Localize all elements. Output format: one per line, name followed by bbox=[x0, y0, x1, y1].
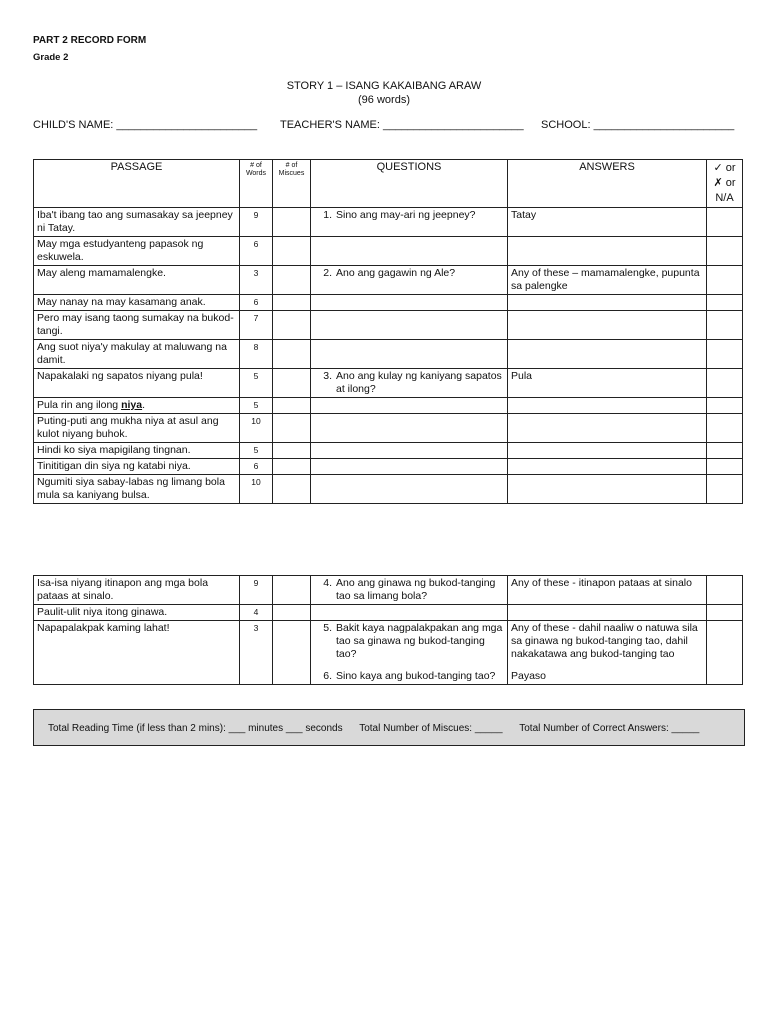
passage-cell: Isa-isa niyang itinapon ang mga bola pataas at sinalo. bbox=[34, 576, 240, 605]
question-number: 4. bbox=[323, 577, 332, 589]
answer-cell: Pula bbox=[508, 369, 707, 398]
question-cell bbox=[311, 311, 508, 340]
table-row bbox=[34, 266, 743, 295]
check-cell bbox=[707, 295, 743, 311]
answer-cell bbox=[508, 443, 707, 459]
passage-cell bbox=[34, 443, 240, 459]
story-word-count: (96 words) bbox=[358, 94, 410, 106]
answer-cell bbox=[508, 475, 707, 504]
question-number: 6. bbox=[323, 670, 332, 682]
question-cell bbox=[311, 398, 508, 414]
passage-text: Pula rin ang ilong bbox=[37, 399, 122, 411]
question-cell bbox=[311, 475, 508, 504]
check-cell bbox=[707, 576, 743, 605]
passage-header: PASSAGE bbox=[34, 160, 240, 208]
passage-emphasis: niya bbox=[121, 399, 143, 411]
miscues-cell bbox=[273, 237, 311, 266]
words-cell: 6 bbox=[240, 237, 273, 266]
answers-header: ANSWERS bbox=[508, 160, 707, 208]
passage-cell bbox=[34, 414, 240, 443]
question-text: Ano ang kulay ng kaniyang sapatos at ilong? bbox=[336, 370, 502, 395]
check-cell bbox=[707, 237, 743, 266]
check-cell bbox=[707, 459, 743, 475]
check-cell bbox=[707, 311, 743, 340]
question-cell bbox=[311, 459, 508, 475]
passage-text: Napakalaki ng sapatos niyang pula! bbox=[37, 370, 203, 382]
answer-cell bbox=[508, 414, 707, 443]
question-text: Bakit kaya nagpalakpakan ang mga tao sa ginawa ng bukod-tanging tao? bbox=[336, 622, 503, 660]
passage-text: Puting-puti ang mukha niya at asul ang kulot niyang buhok. bbox=[37, 415, 219, 440]
question-text: Ano ang ginawa ng bukod-tanging tao sa limang bola? bbox=[336, 577, 496, 602]
answer-text: Payaso bbox=[511, 670, 547, 682]
words-cell: 5 bbox=[240, 369, 273, 398]
miscues-cell bbox=[273, 369, 311, 398]
check-cell bbox=[707, 208, 743, 237]
check-cell bbox=[707, 340, 743, 369]
question-number: 3. bbox=[323, 370, 332, 382]
table-row bbox=[34, 311, 743, 340]
grade-label: Grade 2 bbox=[33, 52, 69, 63]
passage-cell bbox=[34, 237, 240, 266]
teacher-name-field: TEACHER'S NAME: _______________________ bbox=[280, 119, 524, 131]
record-table-2 bbox=[33, 575, 743, 685]
answer-cell bbox=[508, 398, 707, 414]
table-row bbox=[34, 459, 743, 475]
words-cell: 10 bbox=[240, 414, 273, 443]
school-field: SCHOOL: _______________________ bbox=[541, 119, 735, 131]
answer-cell bbox=[508, 295, 707, 311]
question-text: Sino kaya ang bukod-tanging tao? bbox=[336, 670, 496, 682]
answer-cell bbox=[508, 237, 707, 266]
words-cell: 3 bbox=[240, 621, 273, 685]
check-cell bbox=[707, 443, 743, 459]
passage-cell bbox=[34, 459, 240, 475]
words-cell: 4 bbox=[240, 605, 273, 621]
miscues-cell bbox=[273, 475, 311, 504]
total-reading-time: Total Reading Time (if less than 2 mins): ___ minutes ___ seconds bbox=[48, 723, 343, 734]
miscues-cell bbox=[273, 295, 311, 311]
passage-text: May nanay na may kasamang anak. bbox=[37, 296, 206, 308]
question-cell bbox=[311, 237, 508, 266]
question-cell bbox=[311, 443, 508, 459]
passage-cell bbox=[34, 398, 240, 414]
words-cell: 9 bbox=[240, 576, 273, 605]
miscues-cell bbox=[273, 621, 311, 685]
check-cell bbox=[707, 414, 743, 443]
answer-cell: Tatay bbox=[508, 208, 707, 237]
passage-text: Ngumiti siya sabay-labas ng limang bola mula sa kaniyang bulsa. bbox=[37, 476, 225, 501]
table-row bbox=[34, 443, 743, 459]
miscues-cell bbox=[273, 208, 311, 237]
question-number: 5. bbox=[323, 622, 332, 634]
words-cell: 7 bbox=[240, 311, 273, 340]
table-row bbox=[34, 295, 743, 311]
check-cell bbox=[707, 369, 743, 398]
table-row bbox=[34, 414, 743, 443]
check-cell bbox=[707, 398, 743, 414]
question-cell bbox=[311, 340, 508, 369]
passage-cell bbox=[34, 340, 240, 369]
words-cell: 3 bbox=[240, 266, 273, 295]
question-cell bbox=[311, 621, 508, 685]
total-miscues: Total Number of Miscues: _____ bbox=[359, 723, 503, 734]
words-header: # of Words bbox=[240, 160, 273, 208]
answer-cell bbox=[508, 311, 707, 340]
question-cell bbox=[311, 295, 508, 311]
miscues-cell bbox=[273, 443, 311, 459]
table-row bbox=[34, 398, 743, 414]
story-title: STORY 1 – ISANG KAKAIBANG ARAW bbox=[286, 80, 482, 92]
table-row bbox=[34, 621, 743, 685]
check-cell bbox=[707, 605, 743, 621]
passage-text: Iba't ibang tao ang sumasakay sa jeepney ni Tatay. bbox=[37, 209, 233, 234]
question-cell bbox=[311, 369, 508, 398]
miscues-cell bbox=[273, 576, 311, 605]
check-cell bbox=[707, 621, 743, 685]
question-number: 1. bbox=[323, 209, 332, 221]
answer-cell bbox=[508, 576, 707, 605]
passage-cell bbox=[34, 295, 240, 311]
question-cell bbox=[311, 266, 508, 295]
words-cell: 5 bbox=[240, 443, 273, 459]
passage-text: Tinititigan din siya ng katabi niya. bbox=[37, 460, 191, 472]
miscues-cell bbox=[273, 266, 311, 295]
words-cell: 6 bbox=[240, 295, 273, 311]
check-header: ✓ or ✗ or N/A bbox=[707, 160, 743, 208]
table-row bbox=[34, 369, 743, 398]
table-row bbox=[34, 605, 743, 621]
passage-text: Pero may isang taong sumakay na bukod-tangi. bbox=[37, 312, 234, 337]
table-row bbox=[34, 475, 743, 504]
miscues-cell bbox=[273, 311, 311, 340]
question-cell bbox=[311, 414, 508, 443]
question-cell bbox=[311, 605, 508, 621]
total-correct-answers: Total Number of Correct Answers: _____ bbox=[519, 723, 700, 734]
answer-text: Any of these - dahil naaliw o natuwa sila sa ginawa ng bukod-tanging tao, dahil nakakatawa ang bukod-tanging tao bbox=[511, 622, 698, 660]
table-row bbox=[34, 208, 743, 237]
words-cell: 8 bbox=[240, 340, 273, 369]
answer-cell: Any of these – mamamalengke, pupunta sa palengke bbox=[508, 266, 707, 295]
passage-cell bbox=[34, 311, 240, 340]
passage-text: May aleng mamamalengke. bbox=[37, 267, 166, 279]
miscues-cell bbox=[273, 605, 311, 621]
table-row bbox=[34, 237, 743, 266]
answer-cell bbox=[508, 605, 707, 621]
passage-text: May mga estudyanteng papasok ng eskuwela. bbox=[37, 238, 204, 263]
questions-header: QUESTIONS bbox=[311, 160, 508, 208]
words-cell: 5 bbox=[240, 398, 273, 414]
record-table-1 bbox=[33, 159, 743, 504]
answer-cell bbox=[508, 459, 707, 475]
miscues-header: # of Miscues bbox=[273, 160, 311, 208]
passage-cell: Napapalakpak kaming lahat! bbox=[34, 621, 240, 685]
question-number: 2. bbox=[323, 267, 332, 279]
table-row bbox=[34, 576, 743, 605]
passage-text: Hindi ko siya mapigilang tingnan. bbox=[37, 444, 191, 456]
check-cell bbox=[707, 475, 743, 504]
passage-cell bbox=[34, 369, 240, 398]
check-cell bbox=[707, 266, 743, 295]
passage-cell bbox=[34, 208, 240, 237]
passage-cell: Paulit-ulit niya itong ginawa. bbox=[34, 605, 240, 621]
question-text: Sino ang may-ari ng jeepney? bbox=[336, 209, 476, 221]
passage-cell bbox=[34, 475, 240, 504]
table-row bbox=[34, 340, 743, 369]
passage-cell bbox=[34, 266, 240, 295]
words-cell: 6 bbox=[240, 459, 273, 475]
miscues-cell bbox=[273, 398, 311, 414]
question-cell bbox=[311, 576, 508, 605]
miscues-cell bbox=[273, 459, 311, 475]
child-name-field: CHILD'S NAME: _______________________ bbox=[33, 119, 258, 131]
passage-end: . bbox=[142, 399, 145, 411]
passage-text: Ang suot niya'y makulay at maluwang na damit. bbox=[37, 341, 227, 366]
form-title: PART 2 RECORD FORM bbox=[33, 35, 147, 46]
question-cell bbox=[311, 208, 508, 237]
miscues-cell bbox=[273, 414, 311, 443]
words-cell: 9 bbox=[240, 208, 273, 237]
question-text: Ano ang gagawin ng Ale? bbox=[336, 267, 456, 279]
words-cell: 10 bbox=[240, 475, 273, 504]
totals-bar bbox=[33, 709, 745, 746]
answer-text: Any of these - itinapon pataas at sinalo bbox=[511, 577, 692, 589]
miscues-cell bbox=[273, 340, 311, 369]
answer-cell bbox=[508, 621, 707, 685]
answer-cell bbox=[508, 340, 707, 369]
